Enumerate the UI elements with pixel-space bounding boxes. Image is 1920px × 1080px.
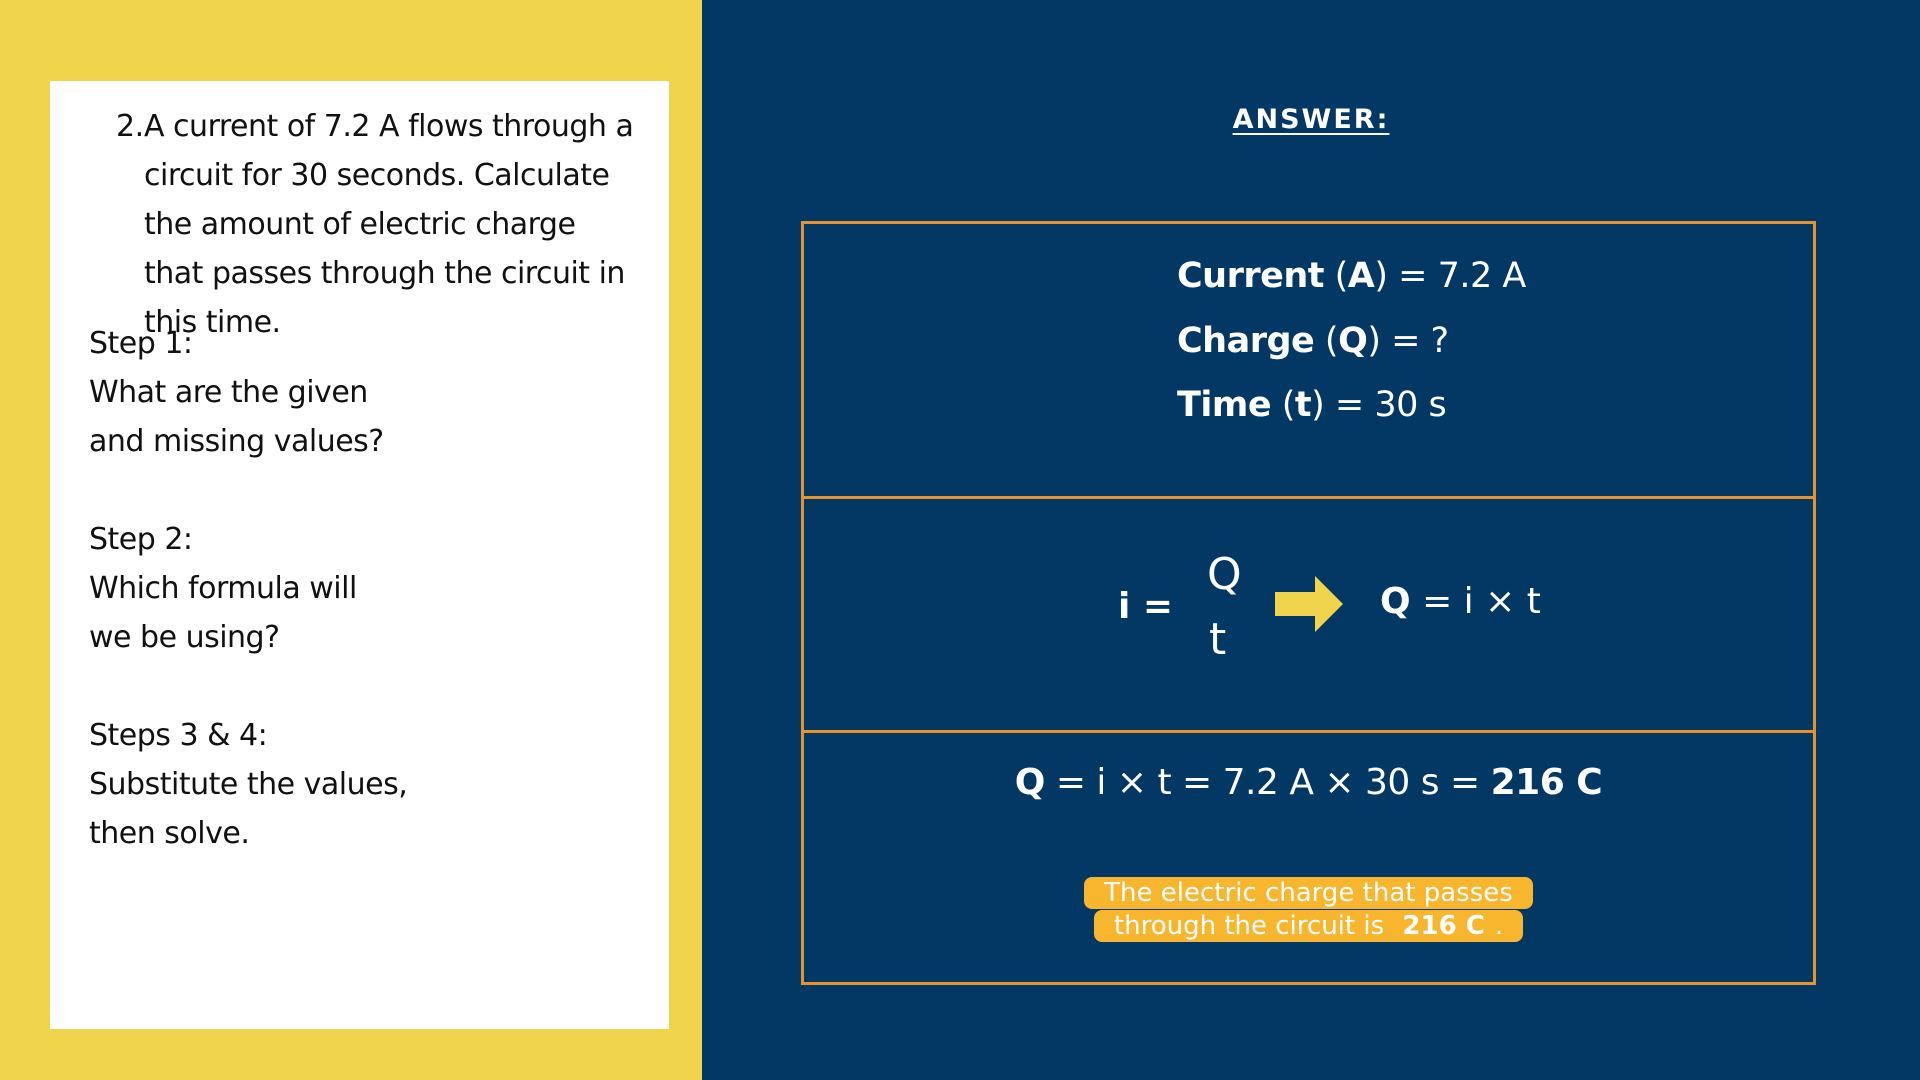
step-text: we be using?	[89, 620, 280, 655]
given-name: Time	[1177, 385, 1272, 425]
step-2	[89, 515, 569, 662]
divider	[804, 496, 1813, 499]
conclusion-highlight	[804, 877, 1813, 943]
step-label: Steps 3 & 4:	[89, 718, 268, 753]
formula-denominator: t	[1209, 614, 1227, 665]
formula-lhs: i =	[1118, 586, 1174, 627]
answer-box	[801, 221, 1816, 985]
divider	[804, 730, 1813, 733]
step-text: Substitute the values,	[89, 767, 408, 802]
question	[116, 102, 636, 347]
given-current: Current (A) = 7.2 A	[1177, 256, 1526, 296]
conclusion-text: The electric charge that passes	[1094, 877, 1523, 909]
answer-panel	[702, 0, 1920, 1080]
given-value: = ?	[1391, 321, 1449, 361]
result-equation	[804, 762, 1813, 803]
step-text: and missing values?	[89, 424, 384, 459]
step-label: Step 1:	[89, 326, 193, 361]
given-value: = 7.2 A	[1398, 256, 1526, 296]
given-symbol: A	[1347, 256, 1375, 296]
question-card	[50, 81, 669, 1029]
given-value: = 30 s	[1334, 385, 1447, 425]
result-q: Q	[1014, 762, 1045, 803]
step-3-4	[89, 711, 569, 858]
conclusion-text: through the circuit is	[1104, 910, 1394, 942]
given-name: Current	[1177, 256, 1325, 296]
question-number: 2.	[116, 109, 144, 144]
conclusion-answer: 216 C	[1402, 911, 1485, 941]
answer-title: ANSWER:	[1232, 104, 1390, 135]
step-text: then solve.	[89, 816, 250, 851]
formula-q: Q	[1380, 581, 1411, 622]
given-symbol: Q	[1338, 321, 1368, 361]
conclusion-period: .	[1485, 910, 1513, 942]
given-time: Time (t) = 30 s	[1177, 385, 1447, 425]
left-panel	[0, 0, 702, 1080]
formula-numerator: Q	[1207, 549, 1242, 600]
step-text: What are the given	[89, 375, 368, 410]
step-label: Step 2:	[89, 522, 193, 557]
result-answer: 216 C	[1490, 762, 1603, 803]
given-charge: Charge (Q) = ?	[1177, 321, 1449, 361]
result-expr: = i × t = 7.2 A × 30 s =	[1055, 762, 1480, 803]
formula-rhs	[1380, 581, 1541, 622]
given-symbol: t	[1294, 385, 1312, 425]
step-1	[89, 319, 569, 466]
arrow-right-icon	[1275, 576, 1345, 632]
question-text: A current of 7.2 A flows through a circuit for 30 seconds. Calculate the amount of electric charge that passes through the circuit in this time.	[144, 109, 634, 340]
formula-expr: = i × t	[1422, 581, 1541, 622]
given-name: Charge	[1177, 321, 1315, 361]
step-text: Which formula will	[89, 571, 357, 606]
